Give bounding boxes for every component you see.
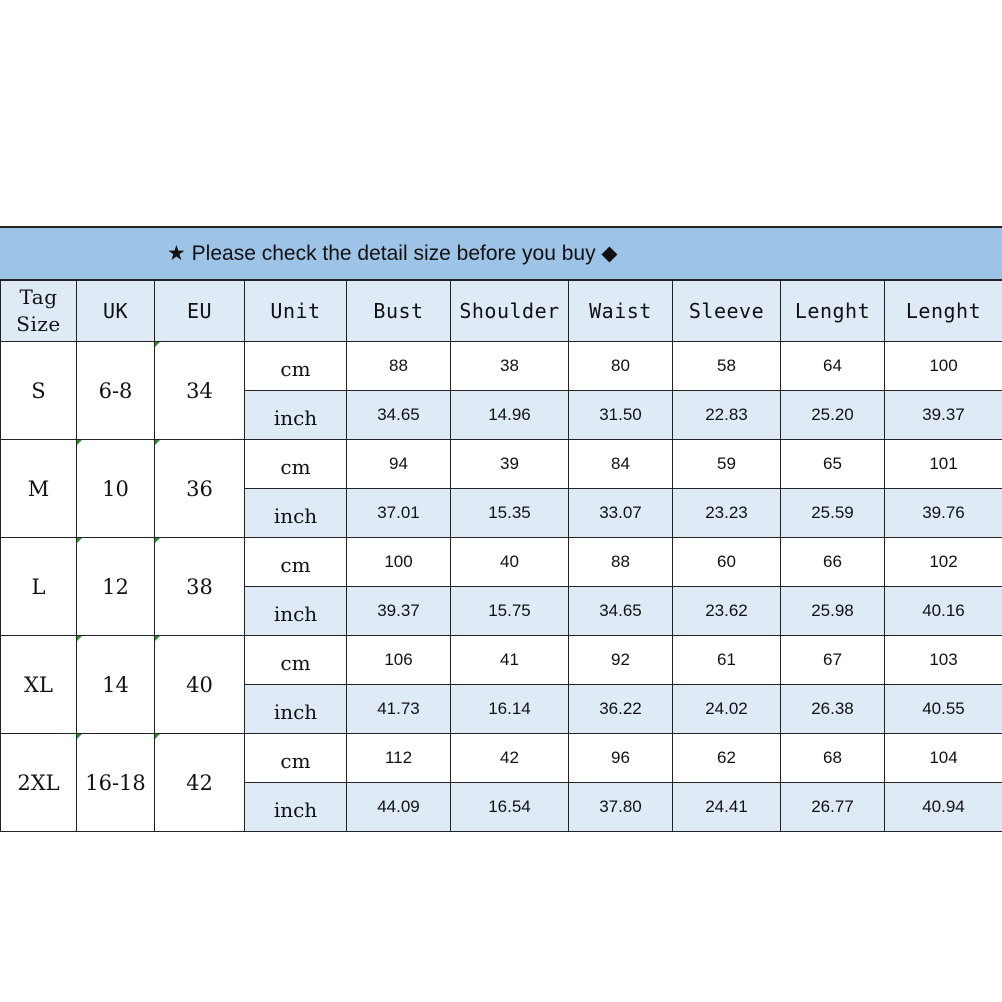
uk-size-cell-text: 6-8 xyxy=(98,378,133,403)
length-1-inch-cell xyxy=(781,783,885,832)
unit-cell-inch xyxy=(245,391,347,440)
waist-cm-cell-text: 96 xyxy=(611,748,630,767)
sleeve-inch-cell xyxy=(673,587,781,636)
tag-size-cell-text: L xyxy=(31,574,46,599)
bust-inch-cell-text: 34.65 xyxy=(377,405,420,424)
bust-inch-cell-text: 44.09 xyxy=(377,797,420,816)
shoulder-inch-cell-text: 15.75 xyxy=(488,601,531,620)
length-1-inch-cell xyxy=(781,391,885,440)
waist-inch-cell-text: 31.50 xyxy=(599,405,642,424)
header-sleeve: Sleeve xyxy=(673,281,781,342)
length-2-inch-cell-text: 40.16 xyxy=(922,601,965,620)
bust-cm-cell-text: 106 xyxy=(384,650,413,669)
length-2-cm-cell xyxy=(885,734,1002,783)
waist-inch-cell-text: 37.80 xyxy=(599,797,642,816)
bust-inch-cell-text: 37.01 xyxy=(377,503,420,522)
length-1-cm-cell xyxy=(781,342,885,391)
unit-cell-cm xyxy=(245,342,347,391)
length-2-inch-cell-text: 40.55 xyxy=(922,699,965,718)
sleeve-cm-cell-text: 62 xyxy=(717,748,736,767)
header-shoulder: Shoulder xyxy=(451,281,569,342)
uk-size-cell xyxy=(77,342,155,440)
tag-size-cell xyxy=(1,342,77,440)
waist-cm-cell xyxy=(569,342,673,391)
shoulder-inch-cell xyxy=(451,489,569,538)
eu-size-cell xyxy=(155,342,245,440)
shoulder-cm-cell-text: 38 xyxy=(500,356,519,375)
sleeve-inch-cell-text: 24.02 xyxy=(705,699,748,718)
size-chart xyxy=(0,226,1002,832)
size-table xyxy=(0,280,1002,832)
table-row xyxy=(1,636,1002,685)
sleeve-inch-cell-text: 23.62 xyxy=(705,601,748,620)
eu-size-cell-text: 38 xyxy=(186,574,213,599)
header-unit: Unit xyxy=(245,281,347,342)
length-2-inch-cell xyxy=(885,783,1002,832)
waist-inch-cell-text: 36.22 xyxy=(599,699,642,718)
length-1-cm-cell-text: 66 xyxy=(823,552,842,571)
tag-size-cell-text: 2XL xyxy=(17,770,60,795)
cell-corner-marker xyxy=(155,440,160,445)
tag-size-cell xyxy=(1,538,77,636)
length-1-inch-cell-text: 26.38 xyxy=(811,699,854,718)
shoulder-inch-cell-text: 14.96 xyxy=(488,405,531,424)
shoulder-inch-cell-text: 16.14 xyxy=(488,699,531,718)
length-2-inch-cell-text: 40.94 xyxy=(922,797,965,816)
length-2-inch-cell xyxy=(885,685,1002,734)
table-row xyxy=(1,734,1002,783)
sleeve-inch-cell xyxy=(673,783,781,832)
length-2-cm-cell xyxy=(885,440,1002,489)
shoulder-cm-cell-text: 42 xyxy=(500,748,519,767)
bust-inch-cell xyxy=(347,685,451,734)
bust-cm-cell xyxy=(347,636,451,685)
header-eu: EU xyxy=(155,281,245,342)
cell-corner-marker xyxy=(77,734,82,739)
sleeve-cm-cell xyxy=(673,440,781,489)
waist-inch-cell xyxy=(569,685,673,734)
bust-cm-cell-text: 112 xyxy=(384,748,413,767)
unit-cell-inch xyxy=(245,685,347,734)
table-row xyxy=(1,440,1002,489)
header-uk: UK xyxy=(77,281,155,342)
sleeve-cm-cell xyxy=(673,636,781,685)
bust-cm-cell-text: 88 xyxy=(389,356,408,375)
sleeve-cm-cell-text: 60 xyxy=(717,552,736,571)
unit-cell-cm-text: cm xyxy=(280,455,311,479)
length-2-cm-cell-text: 104 xyxy=(929,748,958,767)
length-1-inch-cell-text: 26.77 xyxy=(811,797,854,816)
shoulder-cm-cell xyxy=(451,538,569,587)
uk-size-cell-text: 10 xyxy=(102,476,129,501)
bust-inch-cell-text: 39.37 xyxy=(377,601,420,620)
sleeve-inch-cell xyxy=(673,489,781,538)
bust-inch-cell xyxy=(347,489,451,538)
cell-corner-marker xyxy=(155,538,160,543)
tag-size-cell xyxy=(1,440,77,538)
unit-cell-cm xyxy=(245,734,347,783)
bust-cm-cell xyxy=(347,440,451,489)
bust-cm-cell-text: 94 xyxy=(389,454,408,473)
waist-cm-cell-text: 92 xyxy=(611,650,630,669)
waist-cm-cell xyxy=(569,734,673,783)
sleeve-inch-cell-text: 23.23 xyxy=(705,503,748,522)
length-1-cm-cell xyxy=(781,538,885,587)
eu-size-cell-text: 34 xyxy=(186,378,213,403)
length-1-inch-cell-text: 25.20 xyxy=(811,405,854,424)
sleeve-cm-cell xyxy=(673,342,781,391)
header-length-1: Lenght xyxy=(781,281,885,342)
length-1-inch-cell xyxy=(781,489,885,538)
waist-inch-cell-text: 33.07 xyxy=(599,503,642,522)
shoulder-cm-cell xyxy=(451,440,569,489)
unit-cell-inch-text: inch xyxy=(273,504,318,528)
shoulder-inch-cell xyxy=(451,685,569,734)
bust-cm-cell xyxy=(347,538,451,587)
length-2-cm-cell-text: 103 xyxy=(929,650,958,669)
sleeve-cm-cell-text: 58 xyxy=(717,356,736,375)
header-waist: Waist xyxy=(569,281,673,342)
length-2-cm-cell xyxy=(885,636,1002,685)
unit-cell-inch-text: inch xyxy=(273,406,318,430)
unit-cell-cm xyxy=(245,538,347,587)
sleeve-cm-cell xyxy=(673,538,781,587)
uk-size-cell xyxy=(77,538,155,636)
header-length-2: Lenght xyxy=(885,281,1002,342)
tag-size-cell xyxy=(1,636,77,734)
waist-cm-cell xyxy=(569,636,673,685)
sleeve-cm-cell xyxy=(673,734,781,783)
shoulder-cm-cell-text: 39 xyxy=(500,454,519,473)
shoulder-inch-cell xyxy=(451,391,569,440)
length-2-inch-cell xyxy=(885,587,1002,636)
length-1-cm-cell xyxy=(781,734,885,783)
length-1-inch-cell xyxy=(781,685,885,734)
unit-cell-inch xyxy=(245,783,347,832)
unit-cell-inch xyxy=(245,489,347,538)
shoulder-inch-cell xyxy=(451,587,569,636)
shoulder-cm-cell-text: 40 xyxy=(500,552,519,571)
length-2-cm-cell-text: 100 xyxy=(929,356,958,375)
cell-corner-marker xyxy=(77,440,82,445)
uk-size-cell xyxy=(77,440,155,538)
length-1-inch-cell-text: 25.98 xyxy=(811,601,854,620)
length-1-cm-cell-text: 68 xyxy=(823,748,842,767)
uk-size-cell xyxy=(77,636,155,734)
unit-cell-inch-text: inch xyxy=(273,602,318,626)
length-2-inch-cell xyxy=(885,391,1002,440)
unit-cell-cm-text: cm xyxy=(280,651,311,675)
sleeve-inch-cell-text: 22.83 xyxy=(705,405,748,424)
header-row xyxy=(1,281,1002,342)
eu-size-cell xyxy=(155,636,245,734)
waist-inch-cell xyxy=(569,391,673,440)
length-1-cm-cell-text: 67 xyxy=(823,650,842,669)
shoulder-cm-cell xyxy=(451,734,569,783)
unit-cell-cm xyxy=(245,440,347,489)
unit-cell-cm-text: cm xyxy=(280,749,311,773)
cell-corner-marker xyxy=(155,342,160,347)
bust-cm-cell xyxy=(347,342,451,391)
unit-cell-cm xyxy=(245,636,347,685)
length-1-cm-cell-text: 64 xyxy=(823,356,842,375)
waist-cm-cell xyxy=(569,538,673,587)
eu-size-cell xyxy=(155,538,245,636)
length-2-inch-cell-text: 39.76 xyxy=(922,503,965,522)
cell-corner-marker xyxy=(155,734,160,739)
tag-size-cell-text: M xyxy=(27,476,50,501)
length-2-inch-cell-text: 39.37 xyxy=(922,405,965,424)
shoulder-inch-cell-text: 15.35 xyxy=(488,503,531,522)
shoulder-cm-cell-text: 41 xyxy=(500,650,519,669)
table-row xyxy=(1,342,1002,391)
eu-size-cell-text: 42 xyxy=(186,770,213,795)
bust-cm-cell-text: 100 xyxy=(384,552,413,571)
sleeve-cm-cell-text: 59 xyxy=(717,454,736,473)
length-1-cm-cell xyxy=(781,636,885,685)
bust-inch-cell-text: 41.73 xyxy=(377,699,420,718)
sleeve-inch-cell xyxy=(673,685,781,734)
eu-size-cell xyxy=(155,734,245,832)
tag-size-cell-text: S xyxy=(31,378,46,403)
waist-cm-cell xyxy=(569,440,673,489)
length-1-inch-cell-text: 25.59 xyxy=(811,503,854,522)
header-tag-size: Tag Size xyxy=(1,281,77,342)
uk-size-cell-text: 14 xyxy=(102,672,129,697)
table-body xyxy=(1,342,1002,832)
unit-cell-cm-text: cm xyxy=(280,553,311,577)
uk-size-cell xyxy=(77,734,155,832)
bust-inch-cell xyxy=(347,783,451,832)
uk-size-cell-text: 16-18 xyxy=(85,770,146,795)
shoulder-inch-cell-text: 16.54 xyxy=(488,797,531,816)
sleeve-inch-cell xyxy=(673,391,781,440)
tag-size-cell-text: XL xyxy=(24,672,53,697)
waist-inch-cell xyxy=(569,783,673,832)
sleeve-inch-cell-text: 24.41 xyxy=(705,797,748,816)
length-1-cm-cell xyxy=(781,440,885,489)
table-row xyxy=(1,538,1002,587)
header-bust: Bust xyxy=(347,281,451,342)
unit-cell-inch-text: inch xyxy=(273,700,318,724)
bust-inch-cell xyxy=(347,391,451,440)
bust-inch-cell xyxy=(347,587,451,636)
length-1-inch-cell xyxy=(781,587,885,636)
shoulder-cm-cell xyxy=(451,636,569,685)
length-2-cm-cell xyxy=(885,342,1002,391)
cell-corner-marker xyxy=(77,636,82,641)
eu-size-cell xyxy=(155,440,245,538)
waist-inch-cell xyxy=(569,587,673,636)
unit-cell-inch-text: inch xyxy=(273,798,318,822)
waist-inch-cell xyxy=(569,489,673,538)
tag-size-cell xyxy=(1,734,77,832)
length-2-cm-cell xyxy=(885,538,1002,587)
length-1-cm-cell-text: 65 xyxy=(823,454,842,473)
uk-size-cell-text: 12 xyxy=(102,574,129,599)
bust-cm-cell xyxy=(347,734,451,783)
shoulder-inch-cell xyxy=(451,783,569,832)
waist-cm-cell-text: 80 xyxy=(611,356,630,375)
length-2-cm-cell-text: 102 xyxy=(929,552,958,571)
waist-inch-cell-text: 34.65 xyxy=(599,601,642,620)
sleeve-cm-cell-text: 61 xyxy=(717,650,736,669)
unit-cell-cm-text: cm xyxy=(280,357,311,381)
shoulder-cm-cell xyxy=(451,342,569,391)
waist-cm-cell-text: 84 xyxy=(611,454,630,473)
eu-size-cell-text: 40 xyxy=(186,672,213,697)
waist-cm-cell-text: 88 xyxy=(611,552,630,571)
size-chart-banner: ★ Please check the detail size before you buy ◆ xyxy=(0,226,1002,280)
cell-corner-marker xyxy=(155,636,160,641)
length-2-inch-cell xyxy=(885,489,1002,538)
length-2-cm-cell-text: 101 xyxy=(929,454,958,473)
eu-size-cell-text: 36 xyxy=(186,476,213,501)
cell-corner-marker xyxy=(77,538,82,543)
unit-cell-inch xyxy=(245,587,347,636)
